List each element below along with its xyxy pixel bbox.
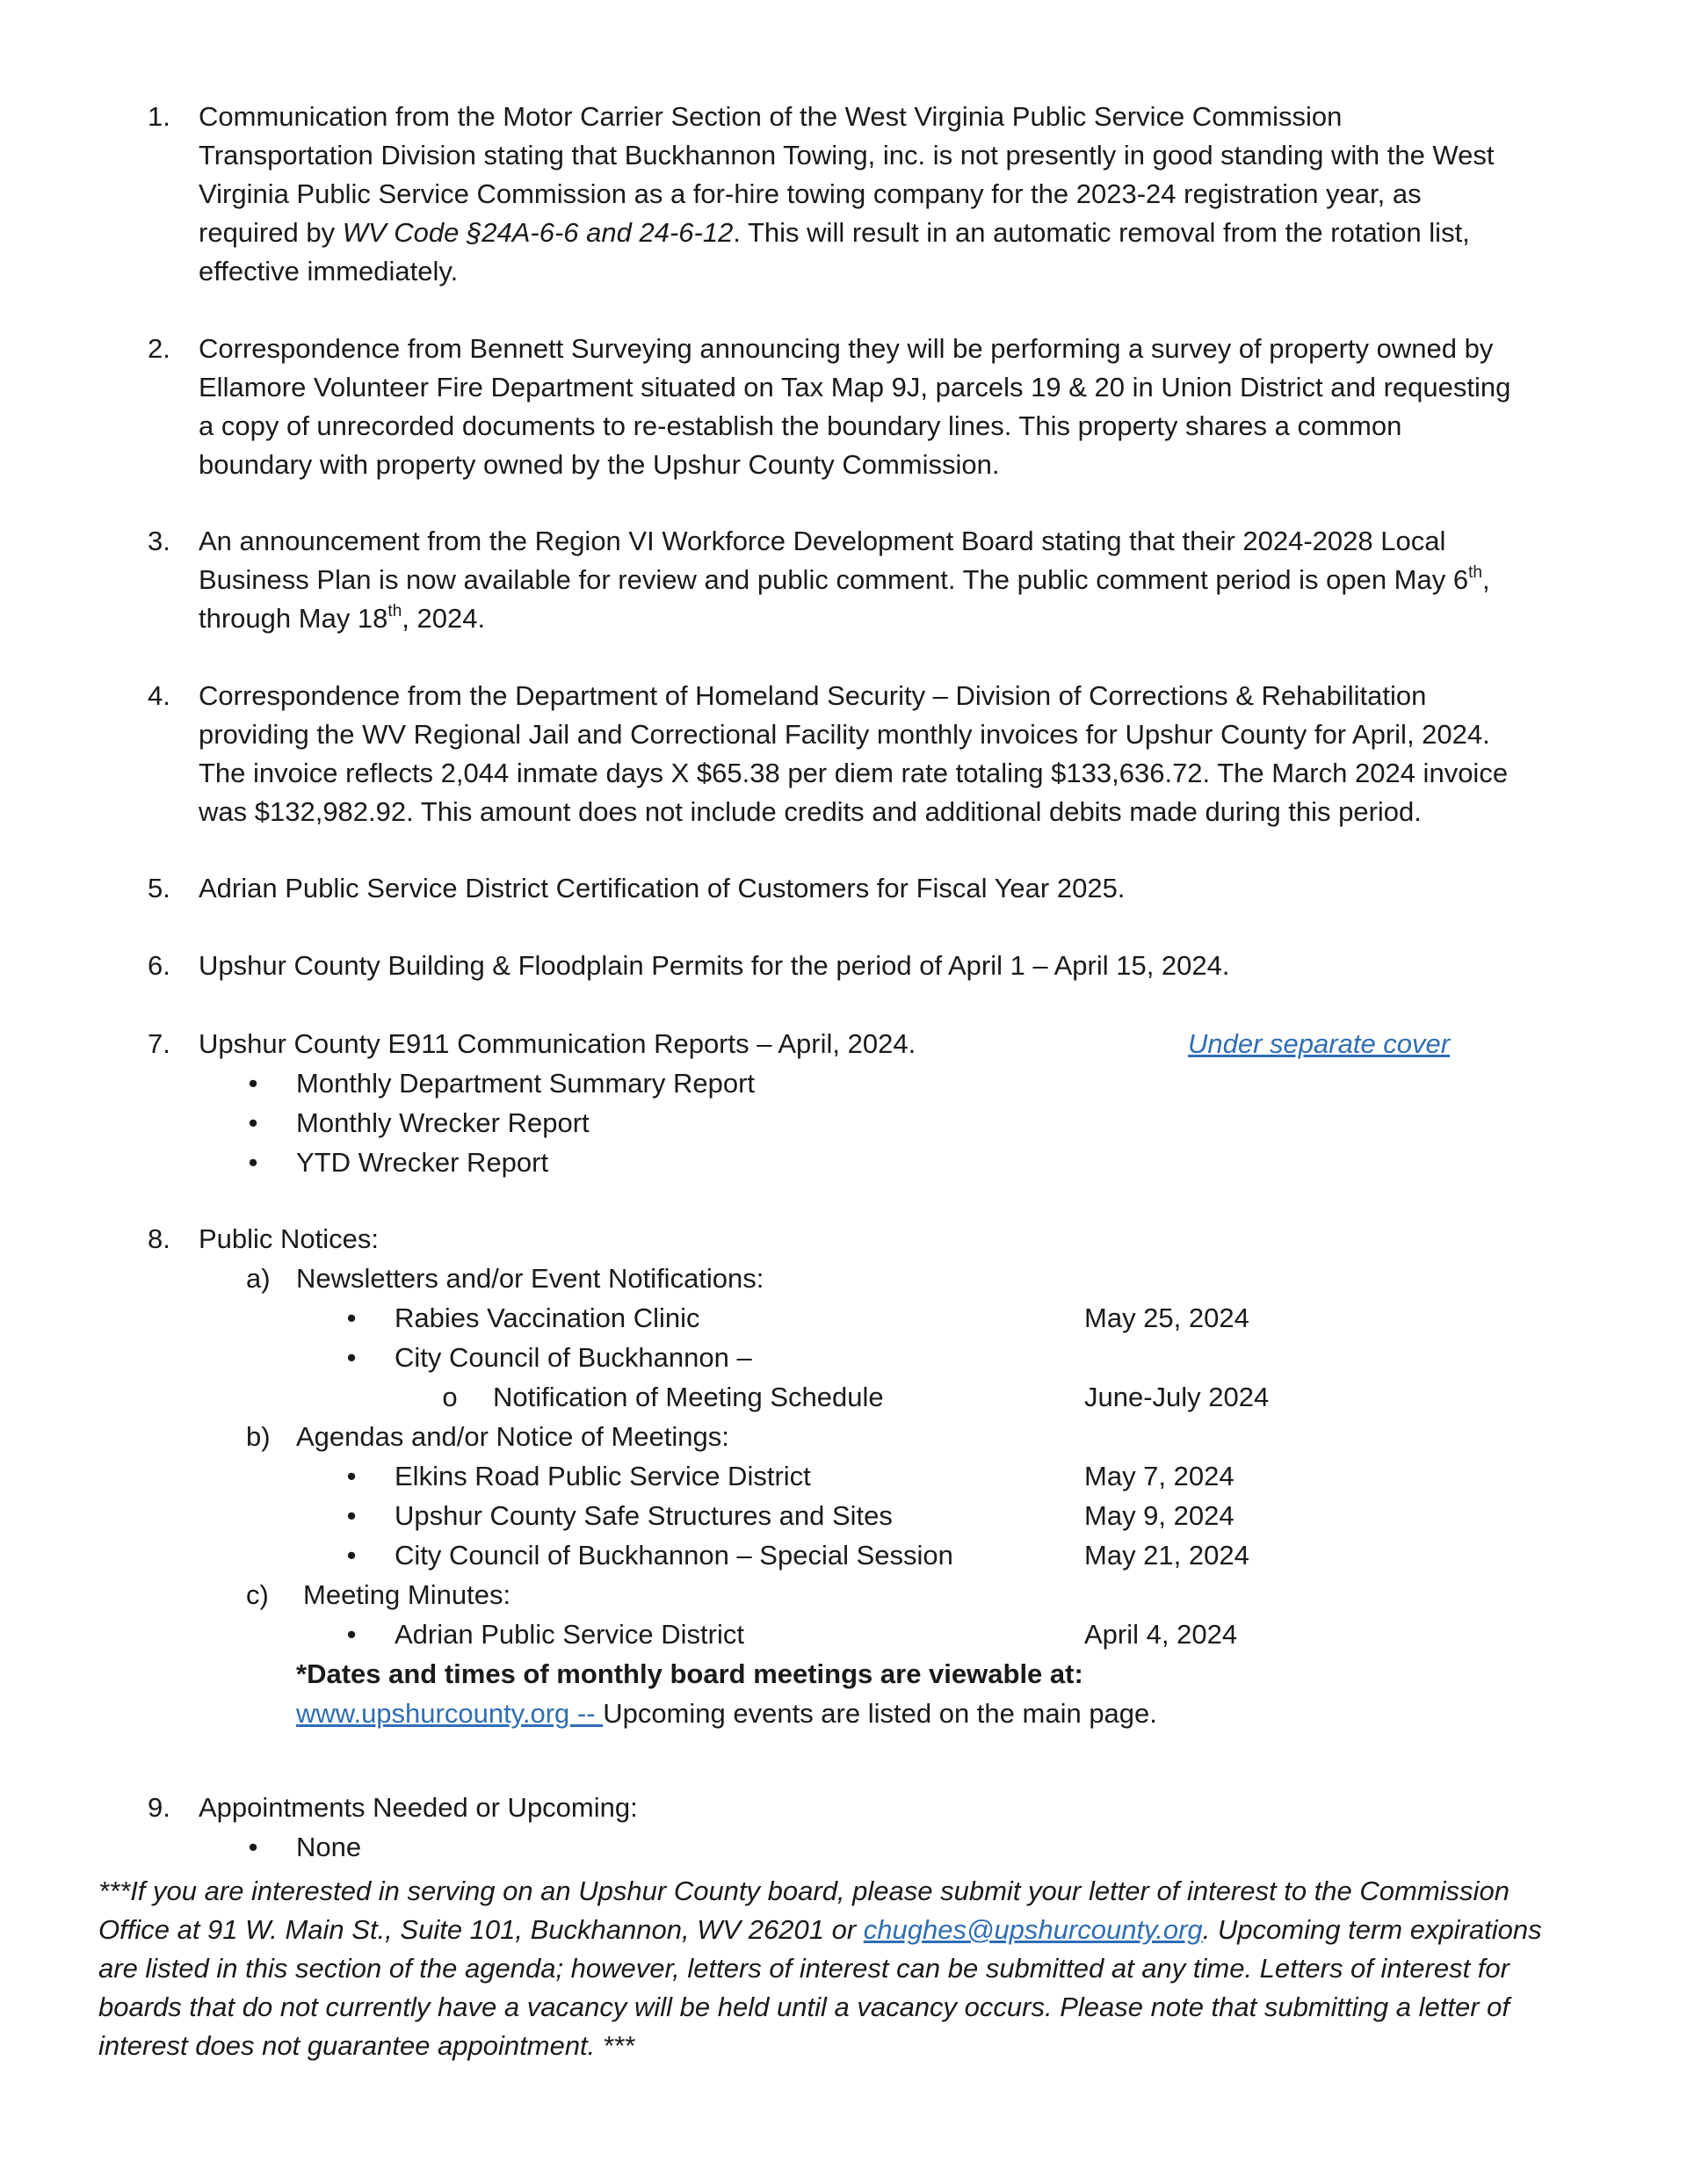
item-line: through May 18th, 2024. xyxy=(199,601,486,634)
website-link[interactable]: www.upshurcounty.org -- xyxy=(296,1698,604,1729)
item-line: boundary with property owned by the Upshur County Commission. xyxy=(199,449,1000,480)
agenda-item-4 xyxy=(148,677,1589,831)
item-text: Upshur County Building & Floodplain Permits for the period of April 1 – April 15, 2024. xyxy=(199,950,1230,981)
item-text xyxy=(199,522,1589,638)
under-separate-cover-link[interactable]: Under separate cover xyxy=(1188,1028,1451,1059)
item-line: providing the WV Regional Jail and Correctional Facility monthly invoices for Upshur County for April, 2024. xyxy=(199,719,1490,750)
agenda-item-3 xyxy=(148,522,1589,638)
item-number: 7. xyxy=(148,1028,170,1059)
notice-date: April 4, 2024 xyxy=(1084,1619,1238,1650)
note-line: ***If you are interested in serving on an Upshur County board, please submit your letter of interest to the Commission xyxy=(98,1876,1510,1906)
note-line: are listed in this section of the agenda; however, letters of interest can be submitted at any time. Letters of interest for xyxy=(98,1953,1510,1984)
agenda-item-7: 7. Upshur County E911 Communication Reports – April, 2024. Under separate cover • Monthly Department Summary Report • Monthly Wrecker Report • YTD Wrecker Report xyxy=(148,1025,1589,1183)
item-line: An announcement from the Region VI Workforce Development Board stating that their 2024-2028 Local xyxy=(199,526,1446,556)
item-number: 4. xyxy=(148,680,170,711)
email-link[interactable]: chughes@upshurcounty.org xyxy=(863,1914,1203,1945)
notice-date: May 25, 2024 xyxy=(1084,1302,1249,1333)
note-line: interest does not guarantee appointment. *** xyxy=(98,2030,635,2061)
item-line: effective immediately. xyxy=(199,256,459,287)
item-text xyxy=(199,98,1589,291)
item-line: Business Plan is now available for review and public comment. The public comment period is open May 6th, xyxy=(199,562,1490,595)
item-line: Ellamore Volunteer Fire Department situated on Tax Map 9J, parcels 19 & 20 in Union District and requesting xyxy=(199,372,1511,403)
item-text xyxy=(199,677,1589,831)
item-line: Virginia Public Service Commission as a for-hire towing company for the 2023-24 registration year, as xyxy=(199,178,1422,209)
item-text xyxy=(199,330,1589,484)
notice-date: May 21, 2024 xyxy=(1084,1540,1249,1571)
item-number: 5. xyxy=(148,873,170,903)
item-line: a copy of unrecorded documents to re-establish the boundary lines. This property shares a common xyxy=(199,410,1402,441)
item-line: required by WV Code §24A-6-6 and 24-6-12. This will result in an automatic removal from the rotation list, xyxy=(199,217,1470,248)
item-number: 6. xyxy=(148,950,170,981)
item-line: Correspondence from Bennett Surveying announcing they will be performing a survey of property owned by xyxy=(199,333,1494,364)
item-text: Appointments Needed or Upcoming: xyxy=(199,1792,638,1823)
item-line: Correspondence from the Department of Homeland Security – Division of Corrections & Rehabilitation xyxy=(199,680,1427,711)
agenda-item-5 xyxy=(148,869,1589,908)
meetings-note: *Dates and times of monthly board meetings are viewable at: xyxy=(296,1658,1083,1689)
item-line: Transportation Division stating that Buckhannon Towing, inc. is not presently in good standing with the West xyxy=(199,140,1495,171)
note-line: boards that do not currently have a vacancy will be held until a vacancy occurs. Please note that submitting a letter of xyxy=(98,1992,1510,2022)
item-line: Communication from the Motor Carrier Section of the West Virginia Public Service Commission xyxy=(199,101,1343,132)
agenda-item-9: 9. Appointments Needed or Upcoming: • None xyxy=(148,1789,1589,1868)
notice-date: June-July 2024 xyxy=(1084,1382,1270,1412)
agenda-item-8: 8. Public Notices: a) Newsletters and/or Event Notifications: • Rabies Vaccination Clinic May 25, 2024 • City Council of Buckhannon – o Notification of Meeting Schedule June-July 2024 b) Agendas and/or Notice of Meetings: • Elkins Road Public Service District May 7, 2024 • Upshur County Safe Structures and Sites May 9, 2024 • City Council of Buckhannon – Special Session May 21, 2024 c) Meeting Minutes: • Adrian Public Service District April 4, 2024 *Dates and times of monthly board meetings are viewable at: www.upshurcounty.org -- Upcoming events are listed on the main page. xyxy=(148,1220,1589,1747)
item-number: 1. xyxy=(148,101,170,132)
item-number: 8. xyxy=(148,1223,170,1254)
item-line: was $132,982.92. This amount does not include credits and additional debits made during this period. xyxy=(199,796,1422,827)
item-number: 2. xyxy=(148,333,170,364)
website-line: www.upshurcounty.org -- Upcoming events are listed on the main page. xyxy=(296,1698,1157,1729)
board-interest-note xyxy=(98,1872,1592,2065)
item-text: Upshur County E911 Communication Reports – April, 2024. xyxy=(199,1028,916,1059)
item-text: Public Notices: xyxy=(199,1223,380,1254)
item-text: Adrian Public Service District Certification of Customers for Fiscal Year 2025. xyxy=(199,873,1126,903)
item-line: The invoice reflects 2,044 inmate days X $65.38 per diem rate totaling $133,636.72. The March 2024 invoice xyxy=(199,758,1509,788)
wv-code-citation: WV Code §24A-6-6 and 24-6-12 xyxy=(342,217,734,248)
agenda-item-6 xyxy=(148,947,1589,985)
note-line: Office at 91 W. Main St., Suite 101, Buckhannon, WV 26201 or chughes@upshurcounty.org. Upcoming term expirations xyxy=(98,1914,1542,1945)
item-number: 3. xyxy=(148,526,170,556)
agenda-item-1 xyxy=(148,98,1589,291)
notice-date: May 7, 2024 xyxy=(1084,1461,1234,1491)
notice-date: May 9, 2024 xyxy=(1084,1500,1234,1531)
agenda-item-2 xyxy=(148,330,1589,484)
item-number: 9. xyxy=(148,1792,170,1823)
